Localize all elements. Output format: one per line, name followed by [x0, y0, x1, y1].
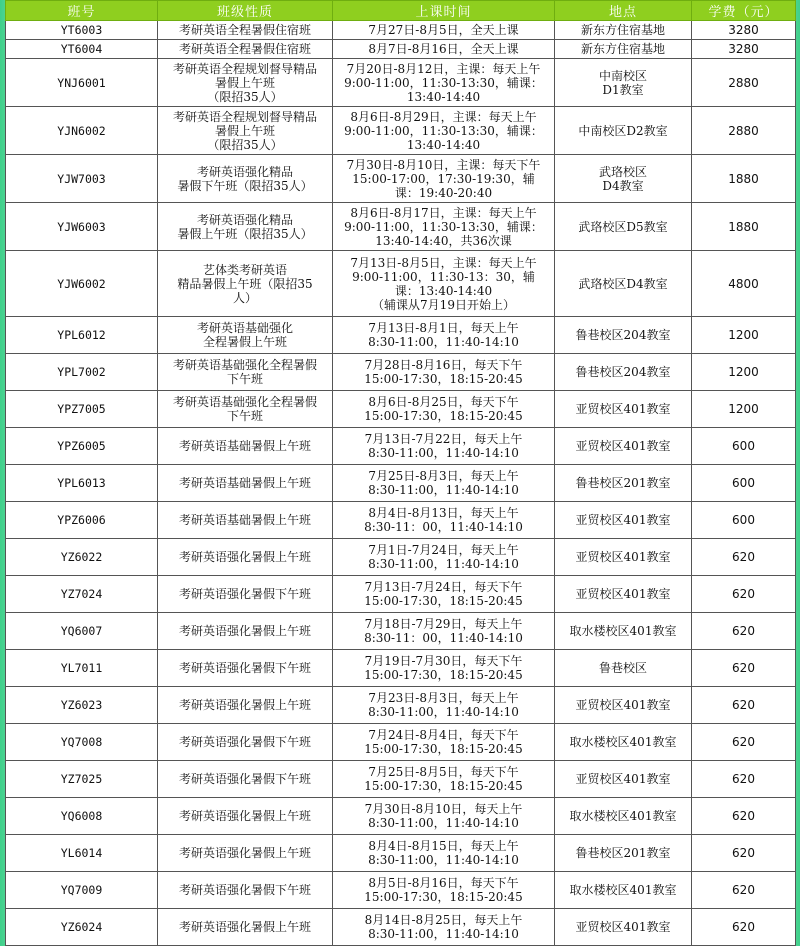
- location-cell: 鲁巷校区201教室: [555, 465, 692, 502]
- location-cell: 取水楼校区401教室: [555, 724, 692, 761]
- class-time-cell: 7月23日-8月3日，每天上午 8:30-11:00，11:40-14:10: [333, 687, 555, 724]
- class-type-cell: 考研英语全程规划督导精品 暑假上午班 （限招35人）: [158, 59, 333, 107]
- class-type-cell: 考研英语基础暑假上午班: [158, 502, 333, 539]
- class-time-cell: 7月18日-7月29日，每天上午 8:30-11：00，11:40-14:10: [333, 613, 555, 650]
- tuition-cell: 620: [692, 613, 796, 650]
- class-time-cell: 8月14日-8月25日，每天上午 8:30-11:00，11:40-14:10: [333, 909, 555, 946]
- tuition-cell: 1880: [692, 155, 796, 203]
- location-cell: 取水楼校区401教室: [555, 613, 692, 650]
- course-schedule-table: [5, 0, 796, 946]
- tuition-cell: 600: [692, 502, 796, 539]
- location-cell: 鲁巷校区: [555, 650, 692, 687]
- class-time-cell: 7月30日-8月10日，每天上午 8:30-11:00，11:40-14:10: [333, 798, 555, 835]
- class-time-cell: 8月7日-8月16日，全天上课: [333, 40, 555, 59]
- table-row: [6, 761, 796, 798]
- location-cell: 亚贸校区401教室: [555, 576, 692, 613]
- class-time-cell: 8月4日-8月15日，每天上午 8:30-11:00，11:40-14:10: [333, 835, 555, 872]
- class-time-cell: 7月13日-8月5日，主课：每天上午 9:00-11:00，11:30-13：30，辅 课：13:40-14:40 （辅课从7月19日开始上）: [333, 251, 555, 317]
- header-tuition: 学费（元）: [692, 1, 796, 21]
- class-type-cell: 考研英语基础强化全程暑假 下午班: [158, 391, 333, 428]
- table-row: [6, 203, 796, 251]
- class-code-cell: YT6003: [6, 21, 158, 40]
- location-cell: 鲁巷校区204教室: [555, 354, 692, 391]
- class-type-cell: 考研英语强化暑假上午班: [158, 835, 333, 872]
- table-row: [6, 835, 796, 872]
- class-type-cell: 考研英语基础强化全程暑假 下午班: [158, 354, 333, 391]
- location-cell: 中南校区D2教室: [555, 107, 692, 155]
- table-row: [6, 576, 796, 613]
- class-code-cell: YL6014: [6, 835, 158, 872]
- class-time-cell: 7月13日-7月22日，每天上午 8:30-11:00，11:40-14:10: [333, 428, 555, 465]
- table-row: [6, 502, 796, 539]
- class-type-cell: 考研英语全程暑假住宿班: [158, 21, 333, 40]
- table-row: [6, 465, 796, 502]
- class-code-cell: YPZ7005: [6, 391, 158, 428]
- class-type-cell: 考研英语强化暑假上午班: [158, 539, 333, 576]
- location-cell: 新东方住宿基地: [555, 40, 692, 59]
- tuition-cell: 620: [692, 576, 796, 613]
- class-type-cell: 考研英语基础暑假上午班: [158, 428, 333, 465]
- tuition-cell: 2880: [692, 107, 796, 155]
- table-body: [6, 21, 796, 946]
- table-row: [6, 798, 796, 835]
- class-time-cell: 7月13日-7月24日，每天下午 15:00-17:30，18:15-20:45: [333, 576, 555, 613]
- table-row: [6, 21, 796, 40]
- schedule-wrapper: [5, 0, 795, 946]
- header-class-time: 上课时间: [333, 1, 555, 21]
- table-row: [6, 872, 796, 909]
- tuition-cell: 620: [692, 650, 796, 687]
- header-location: 地点: [555, 1, 692, 21]
- location-cell: 鲁巷校区204教室: [555, 317, 692, 354]
- class-time-cell: 7月19日-7月30日，每天下午 15:00-17:30，18:15-20:45: [333, 650, 555, 687]
- class-type-cell: 考研英语强化暑假上午班: [158, 798, 333, 835]
- class-code-cell: YPL6013: [6, 465, 158, 502]
- class-code-cell: YT6004: [6, 40, 158, 59]
- class-time-cell: 7月28日-8月16日，每天下午 15:00-17:30，18:15-20:45: [333, 354, 555, 391]
- table-row: [6, 354, 796, 391]
- class-code-cell: YL7011: [6, 650, 158, 687]
- location-cell: 武珞校区D4教室: [555, 251, 692, 317]
- class-type-cell: 考研英语强化暑假下午班: [158, 576, 333, 613]
- class-type-cell: 考研英语强化暑假下午班: [158, 761, 333, 798]
- table-row: [6, 107, 796, 155]
- class-code-cell: YJW6003: [6, 203, 158, 251]
- class-code-cell: YPL6012: [6, 317, 158, 354]
- class-code-cell: YJN6002: [6, 107, 158, 155]
- tuition-cell: 620: [692, 798, 796, 835]
- class-code-cell: YQ6008: [6, 798, 158, 835]
- location-cell: 新东方住宿基地: [555, 21, 692, 40]
- location-cell: 亚贸校区401教室: [555, 761, 692, 798]
- class-time-cell: 7月25日-8月5日，每天下午 15:00-17:30，18:15-20:45: [333, 761, 555, 798]
- class-code-cell: YQ7009: [6, 872, 158, 909]
- location-cell: 亚贸校区401教室: [555, 909, 692, 946]
- table-row: [6, 650, 796, 687]
- tuition-cell: 600: [692, 465, 796, 502]
- tuition-cell: 1200: [692, 354, 796, 391]
- table-row: [6, 539, 796, 576]
- header-class-code: 班号: [6, 1, 158, 21]
- tuition-cell: 620: [692, 724, 796, 761]
- table-row: [6, 909, 796, 946]
- tuition-cell: 620: [692, 761, 796, 798]
- class-code-cell: YPL7002: [6, 354, 158, 391]
- class-type-cell: 考研英语强化暑假上午班: [158, 909, 333, 946]
- location-cell: 亚贸校区401教室: [555, 428, 692, 465]
- table-header-row: [6, 1, 796, 21]
- class-type-cell: 考研英语强化暑假下午班: [158, 650, 333, 687]
- table-row: [6, 155, 796, 203]
- class-type-cell: 考研英语基础暑假上午班: [158, 465, 333, 502]
- class-code-cell: YJW6002: [6, 251, 158, 317]
- class-code-cell: YNJ6001: [6, 59, 158, 107]
- class-time-cell: 7月20日-8月12日，主课：每天上午 9:00-11:00，11:30-13:30，辅课： 13:40-14:40: [333, 59, 555, 107]
- class-code-cell: YZ6022: [6, 539, 158, 576]
- tuition-cell: 3280: [692, 21, 796, 40]
- tuition-cell: 3280: [692, 40, 796, 59]
- location-cell: 取水楼校区401教室: [555, 798, 692, 835]
- class-time-cell: 7月1日-7月24日，每天上午 8:30-11:00，11:40-14:10: [333, 539, 555, 576]
- class-time-cell: 7月30日-8月10日，主课：每天下午 15:00-17:00，17:30-19:30，辅 课：19:40-20:40: [333, 155, 555, 203]
- location-cell: 武珞校区 D4教室: [555, 155, 692, 203]
- class-code-cell: YZ7024: [6, 576, 158, 613]
- class-time-cell: 8月5日-8月16日，每天下午 15:00-17:30，18:15-20:45: [333, 872, 555, 909]
- location-cell: 中南校区 D1教室: [555, 59, 692, 107]
- table-row: [6, 40, 796, 59]
- tuition-cell: 620: [692, 687, 796, 724]
- location-cell: 鲁巷校区201教室: [555, 835, 692, 872]
- class-time-cell: 7月25日-8月3日，每天上午 8:30-11:00，11:40-14:10: [333, 465, 555, 502]
- class-code-cell: YJW7003: [6, 155, 158, 203]
- table-row: [6, 317, 796, 354]
- class-type-cell: 考研英语强化暑假上午班: [158, 613, 333, 650]
- table-row: [6, 251, 796, 317]
- class-code-cell: YZ7025: [6, 761, 158, 798]
- class-type-cell: 考研英语强化暑假下午班: [158, 872, 333, 909]
- class-code-cell: YQ6007: [6, 613, 158, 650]
- class-code-cell: YPZ6006: [6, 502, 158, 539]
- tuition-cell: 620: [692, 835, 796, 872]
- class-code-cell: YPZ6005: [6, 428, 158, 465]
- location-cell: 武珞校区D5教室: [555, 203, 692, 251]
- class-time-cell: 8月4日-8月13日，每天上午 8:30-11：00，11:40-14:10: [333, 502, 555, 539]
- tuition-cell: 1200: [692, 317, 796, 354]
- table-row: [6, 59, 796, 107]
- class-type-cell: 考研英语强化精品 暑假下午班（限招35人）: [158, 155, 333, 203]
- class-time-cell: 7月13日-8月1日，每天上午 8:30-11:00，11:40-14:10: [333, 317, 555, 354]
- location-cell: 亚贸校区401教室: [555, 391, 692, 428]
- class-time-cell: 8月6日-8月29日，主课：每天上午 9:00-11:00，11:30-13:30，辅课： 13:40-14:40: [333, 107, 555, 155]
- class-time-cell: 7月24日-8月4日，每天下午 15:00-17:30，18:15-20:45: [333, 724, 555, 761]
- tuition-cell: 1200: [692, 391, 796, 428]
- location-cell: 亚贸校区401教室: [555, 687, 692, 724]
- class-type-cell: 考研英语强化暑假上午班: [158, 687, 333, 724]
- class-type-cell: 考研英语全程暑假住宿班: [158, 40, 333, 59]
- table-row: [6, 428, 796, 465]
- class-type-cell: 考研英语基础强化 全程暑假上午班: [158, 317, 333, 354]
- class-type-cell: 考研英语强化精品 暑假上午班（限招35人）: [158, 203, 333, 251]
- tuition-cell: 620: [692, 872, 796, 909]
- location-cell: 亚贸校区401教室: [555, 539, 692, 576]
- class-time-cell: 8月6日-8月17日，主课：每天上午 9:00-11:00，11:30-13:30，辅课： 13:40-14:40，共36次课: [333, 203, 555, 251]
- tuition-cell: 600: [692, 428, 796, 465]
- table-row: [6, 724, 796, 761]
- class-code-cell: YZ6024: [6, 909, 158, 946]
- tuition-cell: 1880: [692, 203, 796, 251]
- class-code-cell: YZ6023: [6, 687, 158, 724]
- header-class-type: 班级性质: [158, 1, 333, 21]
- class-type-cell: 艺体类考研英语 精品暑假上午班（限招35 人）: [158, 251, 333, 317]
- location-cell: 取水楼校区401教室: [555, 872, 692, 909]
- table-row: [6, 391, 796, 428]
- tuition-cell: 620: [692, 539, 796, 576]
- location-cell: 亚贸校区401教室: [555, 502, 692, 539]
- class-time-cell: 8月6日-8月25日，每天下午 15:00-17:30，18:15-20:45: [333, 391, 555, 428]
- tuition-cell: 2880: [692, 59, 796, 107]
- class-time-cell: 7月27日-8月5日，全天上课: [333, 21, 555, 40]
- tuition-cell: 4800: [692, 251, 796, 317]
- table-row: [6, 613, 796, 650]
- class-code-cell: YQ7008: [6, 724, 158, 761]
- class-type-cell: 考研英语全程规划督导精品 暑假上午班 （限招35人）: [158, 107, 333, 155]
- class-type-cell: 考研英语强化暑假下午班: [158, 724, 333, 761]
- table-row: [6, 687, 796, 724]
- tuition-cell: 620: [692, 909, 796, 946]
